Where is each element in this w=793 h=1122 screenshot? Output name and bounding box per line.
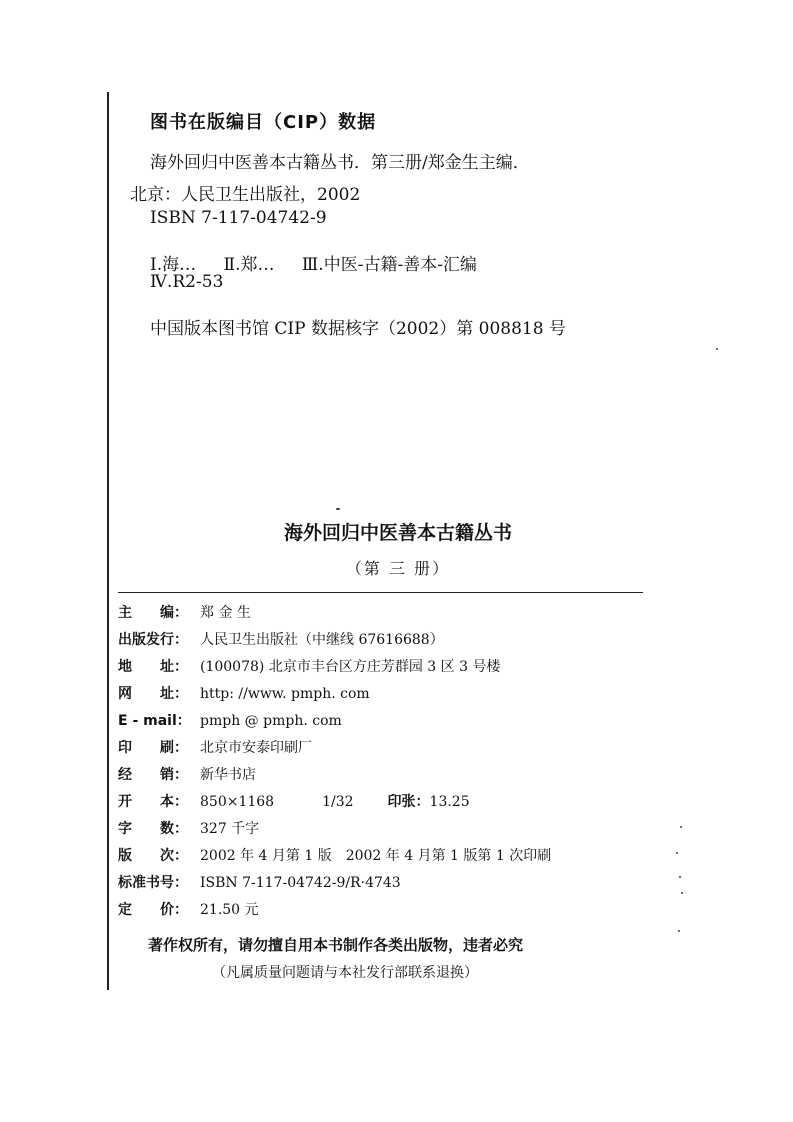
cip-approval: 中国版本图书馆 CIP 数据核字（2002）第 008818 号 xyxy=(150,319,566,339)
scan-speck xyxy=(336,508,340,510)
margin-rule xyxy=(107,92,109,990)
cip-class-number: Ⅳ.R2-53 xyxy=(150,272,224,292)
imprint-divider xyxy=(118,592,643,593)
scan-speck xyxy=(680,826,682,828)
scan-speck xyxy=(716,348,718,350)
imprint-label: 网 址： xyxy=(118,686,188,702)
imprint-label: 标准书号： xyxy=(118,875,188,891)
imprint-value: 327 千字 xyxy=(200,821,260,837)
imprint-value: pmph @ pmph. com xyxy=(200,713,342,729)
imprint-value: 21.50 元 xyxy=(200,902,259,918)
cip-title: 图书在版编目（CIP）数据 xyxy=(150,112,377,133)
imprint-fold: 1/32 xyxy=(322,794,354,810)
imprint-value: 郑 金 生 xyxy=(200,605,251,621)
imprint-label: 开 本： xyxy=(118,794,188,810)
imprint-row-address xyxy=(118,656,500,678)
cip-isbn: ISBN 7-117-04742-9 xyxy=(150,208,327,228)
scan-speck xyxy=(681,892,683,894)
imprint-value: (100078) 北京市丰台区方庄芳群园 3 区 3 号楼 xyxy=(200,659,501,675)
imprint-label: 出版发行： xyxy=(118,632,188,648)
imprint-label: 印 刷： xyxy=(118,740,188,756)
imprint-row-printer xyxy=(118,737,312,759)
imprint-row-words xyxy=(118,818,259,840)
imprint-row-web xyxy=(118,683,370,705)
imprint-value: 人民卫生出版社（中继线 67616688） xyxy=(200,632,444,648)
cip-subject-iii: Ⅲ.中医-古籍-善本-汇编 xyxy=(301,255,477,275)
scan-speck xyxy=(678,930,680,932)
imprint-label: 经 销： xyxy=(118,767,188,783)
imprint-value: ISBN 7-117-04742-9/R·4743 xyxy=(200,875,401,891)
imprint-value: 850×1168 xyxy=(200,794,275,810)
cip-subject-ii: Ⅱ.郑… xyxy=(223,255,275,275)
imprint-label: 字 数： xyxy=(118,821,188,837)
imprint-row-editor xyxy=(118,602,251,624)
imprint-sheets-label: 印张： xyxy=(387,794,430,810)
imprint-row-email xyxy=(118,710,342,732)
imprint-row-publisher xyxy=(118,629,444,651)
scan-speck xyxy=(679,876,681,878)
book-volume: （第 三 册） xyxy=(345,559,451,578)
copyright-notice: 著作权所有，请勿擅自用本书制作各类出版物，违者必究 xyxy=(148,936,524,954)
imprint-value: 新华书店 xyxy=(200,767,256,783)
imprint-row-price xyxy=(118,899,259,921)
imprint-label: E - mail： xyxy=(118,713,191,729)
imprint-value: 2002 年 4 月第 1 版 2002 年 4 月第 1 版第 1 次印刷 xyxy=(200,848,552,864)
imprint-value: http: //www. pmph. com xyxy=(200,686,370,702)
imprint-label: 地 址： xyxy=(118,659,188,675)
cip-book-entry: 海外回归中医善本古籍丛书．第三册/郑金生主编． xyxy=(150,153,530,173)
imprint-row-distributor xyxy=(118,764,256,786)
book-title: 海外回归中医善本古籍丛书 xyxy=(283,522,512,544)
returns-notice: （凡属质量问题请与本社发行部联系退换） xyxy=(212,965,478,981)
imprint-sheets-value: 13.25 xyxy=(429,794,470,810)
imprint-label: 版 次： xyxy=(118,848,188,864)
imprint-row-format xyxy=(118,791,470,813)
scan-speck xyxy=(676,852,678,854)
imprint-label: 定 价： xyxy=(118,902,188,918)
imprint-row-edition xyxy=(118,845,551,867)
imprint-row-isbn xyxy=(118,872,401,894)
imprint-value: 北京市安泰印刷厂 xyxy=(200,740,312,756)
cip-subject-i: Ⅰ.海… xyxy=(150,255,197,275)
imprint-label: 主 编： xyxy=(118,605,188,621)
cip-publisher-entry: 北京：人民卫生出版社，2002 xyxy=(130,185,361,205)
